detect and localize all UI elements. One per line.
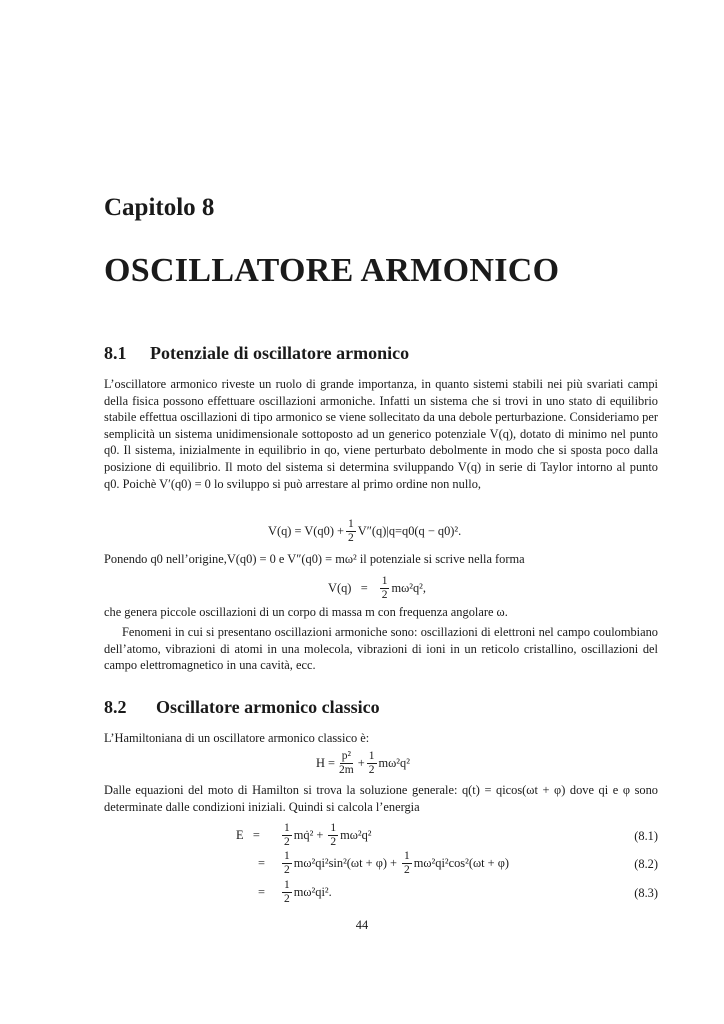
chapter-title: OSCILLATORE ARMONICO <box>104 252 560 289</box>
equation-lhs: H = <box>316 756 336 770</box>
equation-number: (8.1) <box>634 829 658 843</box>
paragraph: Fenomeni in cui si presentano oscillazioni armoniche sono: oscillazioni di elettroni nel campo coulombiano dell’atomo, vibrazioni di atomi in una molecola, vibrazioni di ioni in un reticolo cristallino, oscillazioni del campo elettromagnetico in una cavità, ecc. <box>104 625 658 673</box>
equation-lhs: V(q) = V(q0) + <box>268 524 345 538</box>
fraction-half: $\frac{1}{2}$ <box>284 879 290 905</box>
section-heading-8-2 <box>104 697 380 718</box>
text-line: Ponendo q0 nell’origine,V(q0) = 0 e V″(q0) = mω² il potenziale si scrive nella forma <box>104 552 525 566</box>
equation-hamiltonian: H = $\frac{\text{p²}}{2m}$ + $\frac{1}{2}$ mω²q² <box>316 750 410 776</box>
page-number: 44 <box>355 918 369 932</box>
equation-energy-2: = $\frac{1}{2}$ mω²qi²sin²(ωt + φ) + $\frac{1}{2}$ mω²qi²cos²(ωt + φ) <box>258 850 510 876</box>
fraction-p2-2m: $\frac{\text{p²}}{2m}$ <box>339 750 354 776</box>
equation-rhs: mω²q², <box>391 581 426 595</box>
text-line: che genera piccole oscillazioni di un corpo di massa m con frequenza angolare ω. <box>104 605 508 619</box>
chapter-label: Capitolo 8 <box>104 194 215 221</box>
fraction-half: $\frac{1}{2}$ <box>381 575 388 601</box>
section-heading-8-1 <box>104 343 409 364</box>
equation-rhs: mω²q² <box>378 756 410 770</box>
fraction-half: $\frac{1}{2}$ <box>368 750 375 776</box>
text-line: L’Hamiltoniana di un oscillatore armonico classico è: <box>104 731 370 745</box>
equation-number: (8.2) <box>634 857 658 871</box>
fraction-half: $\frac{1}{2}$ <box>403 850 410 876</box>
section-title: Potenziale di oscillatore armonico <box>150 343 410 363</box>
paragraph: L’oscillatore armonico riveste un ruolo di grande importanza, in quanto sistemi stabili nei più svariati campi della fisica possono effettuare oscillazioni armoniche. Infatti un sistema che si trovi in uno stato di equilibrio stabile effettua oscillazioni di tipo armonico se viene sollecitato da una debole perturbazione. Consideriamo per semplicità un sistema unidimensionale sottoposto ad un generico potenziale V(q), dotato di minimo nel punto q0. Il sistema, inizialmente in equilibrio in qo, viene perturbato debolmente in modo che si sposta poco dalla posizione di equilibrio. Il moto del sistema si determina sviluppando V(q) in serie di Taylor intorno al punto q0. Poichè V′(q0) = 0 lo sviluppo si può arrestare al primo ordine non nullo, <box>104 377 658 491</box>
equation-energy-1: E = $\frac{1}{2}$ mq̇² + $\frac{1}{2}$ mω²q² <box>236 822 372 848</box>
fraction-half: $\frac{1}{2}$ <box>330 822 337 848</box>
equation-potential <box>328 575 426 602</box>
section-title: Oscillatore armonico classico <box>156 697 380 717</box>
section-number: 8.1 <box>104 343 127 363</box>
equation-number: (8.3) <box>634 886 658 900</box>
fraction-half: $\frac{1}{2}$ <box>284 822 290 848</box>
equation-taylor <box>268 518 461 545</box>
section-number: 8.2 <box>104 697 127 717</box>
equation-lhs: V(q) = <box>328 581 368 595</box>
equation-energy-3: = $\frac{1}{2}$ mω²qi². <box>258 879 332 905</box>
fraction-half: $\frac{1}{2}$ <box>284 850 290 876</box>
paragraph: Dalle equazioni del moto di Hamilton si trova la soluzione generale: q(t) = qicos(ωt + φ) dove qi e φ sono determinate dalle condizioni iniziali. Quindi si calcola l’energia <box>104 783 658 814</box>
fraction-half: $\frac{1}{2}$ <box>348 518 354 544</box>
equation-rhs: V″(q)|q=q0(q − q0)². <box>357 524 462 538</box>
